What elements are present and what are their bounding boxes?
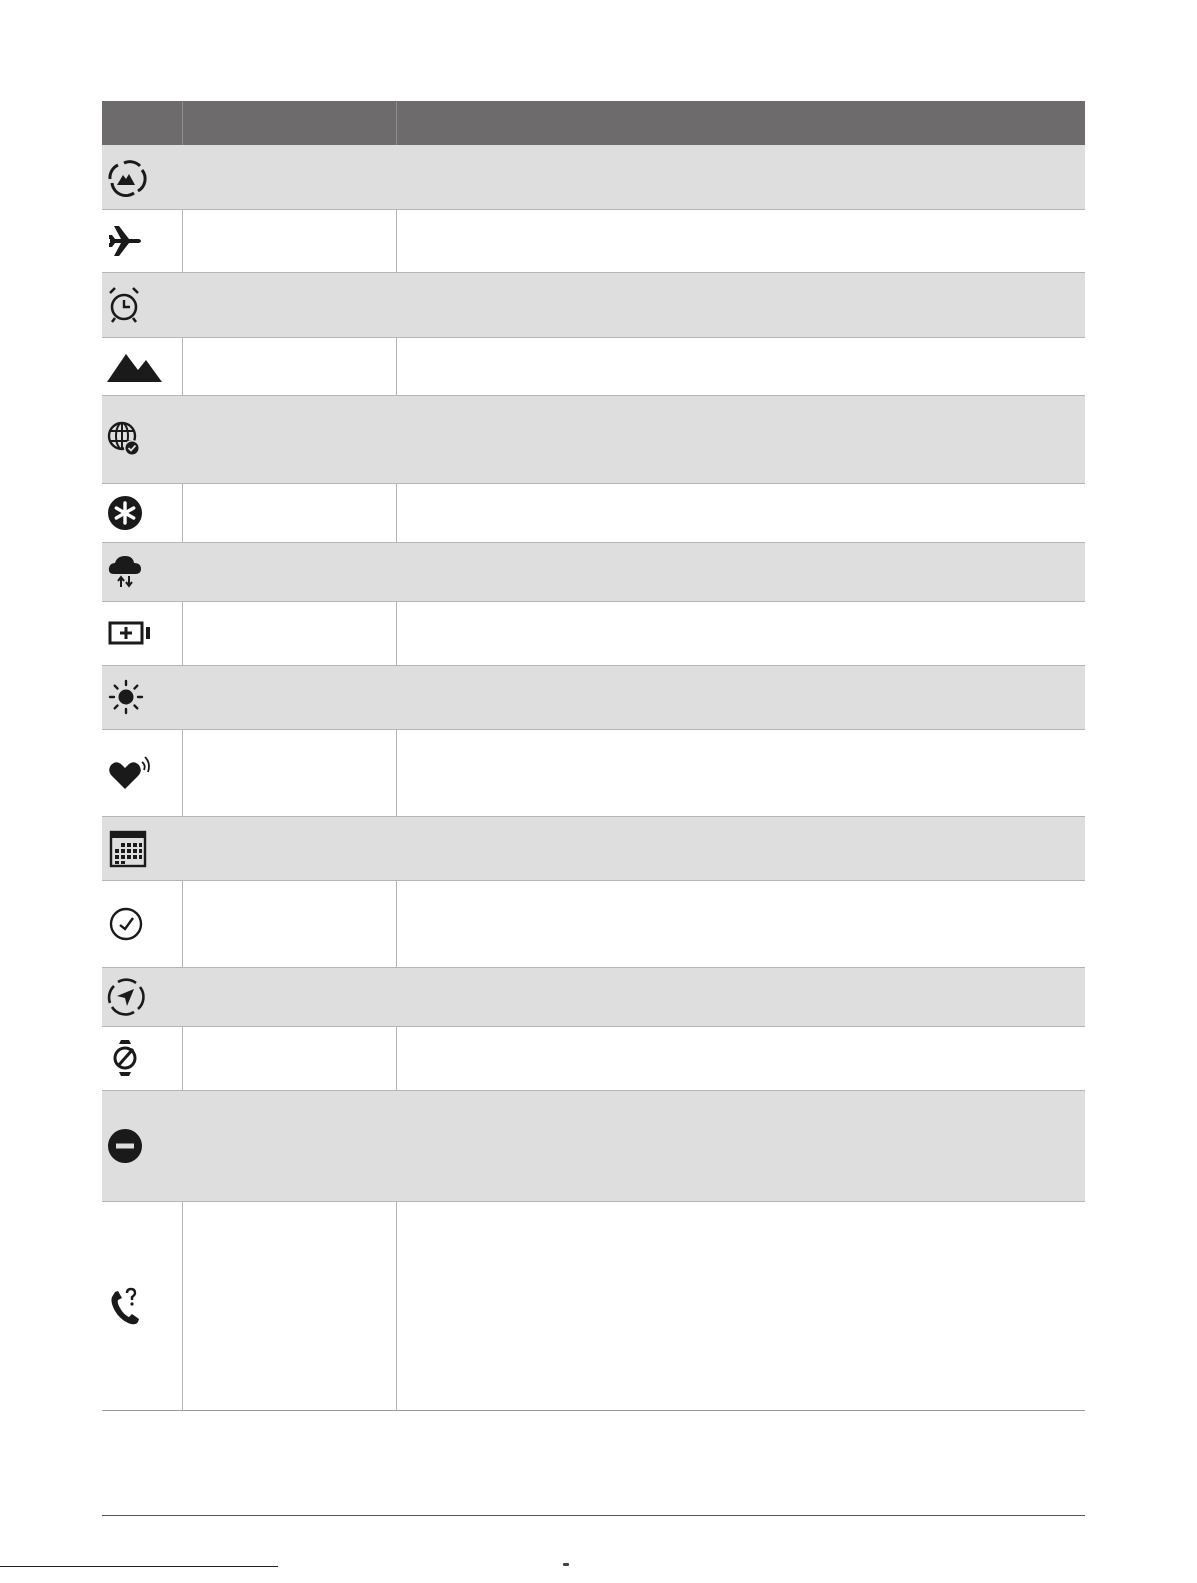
bottom-edge-line [0,1566,278,1567]
controls-table [102,101,1085,1411]
row-description [396,395,1085,483]
row-name [182,967,396,1026]
table-row [102,729,1085,816]
row-description [396,816,1085,880]
row-description [396,601,1085,665]
find-phone-icon [106,1286,170,1326]
table-row [102,483,1085,542]
row-description [396,1026,1085,1090]
row-name [182,1201,396,1410]
row-description [396,1201,1085,1410]
footer-divider [102,1515,1085,1516]
row-name [182,601,396,665]
compass-icon [106,977,170,1017]
table-row [102,601,1085,665]
row-description [396,729,1085,816]
table-row [102,665,1085,729]
table-row [102,145,1085,209]
table-header-row [102,101,1085,145]
row-description [396,665,1085,729]
row-description [396,483,1085,542]
alarm-clock-icon [106,285,170,325]
mountain-icon [106,346,170,386]
battery-saver-icon [106,613,170,653]
altimeter-icon [106,157,170,197]
heart-broadcast-icon [106,753,170,793]
header-name-column [182,101,396,145]
row-description [396,209,1085,272]
asterisk-circle-icon [106,493,170,533]
table-row [102,1090,1085,1201]
row-description [396,272,1085,337]
row-name [182,337,396,395]
row-description [396,337,1085,395]
row-description [396,880,1085,967]
bottom-edge-mark [563,1563,569,1566]
row-description [396,542,1085,601]
row-description [396,145,1085,209]
row-name [182,209,396,272]
row-name [182,729,396,816]
table-row [102,1026,1085,1090]
globe-check-icon [106,419,170,459]
do-not-disturb-icon [106,1126,170,1166]
table-row [102,542,1085,601]
brightness-icon [106,677,170,717]
table-row [102,272,1085,337]
row-name [182,880,396,967]
table-row [102,816,1085,880]
row-name [182,395,396,483]
row-name [182,483,396,542]
table-row [102,395,1085,483]
row-name [182,816,396,880]
table-row [102,209,1085,272]
row-name [182,272,396,337]
airplane-icon [106,221,170,261]
row-name [182,145,396,209]
row-name [182,1026,396,1090]
watch-disabled-icon [106,1038,170,1078]
row-description [396,1090,1085,1201]
table-row [102,967,1085,1026]
header-description-column [396,101,1085,145]
clock-icon [106,904,170,944]
table-row [102,337,1085,395]
table-row [102,880,1085,967]
table-row [102,1201,1085,1410]
header-icon-column [102,101,182,145]
row-name [182,1090,396,1201]
row-name [182,665,396,729]
calendar-icon [106,828,170,868]
row-description [396,967,1085,1026]
cloud-sync-icon [106,552,170,592]
row-name [182,542,396,601]
